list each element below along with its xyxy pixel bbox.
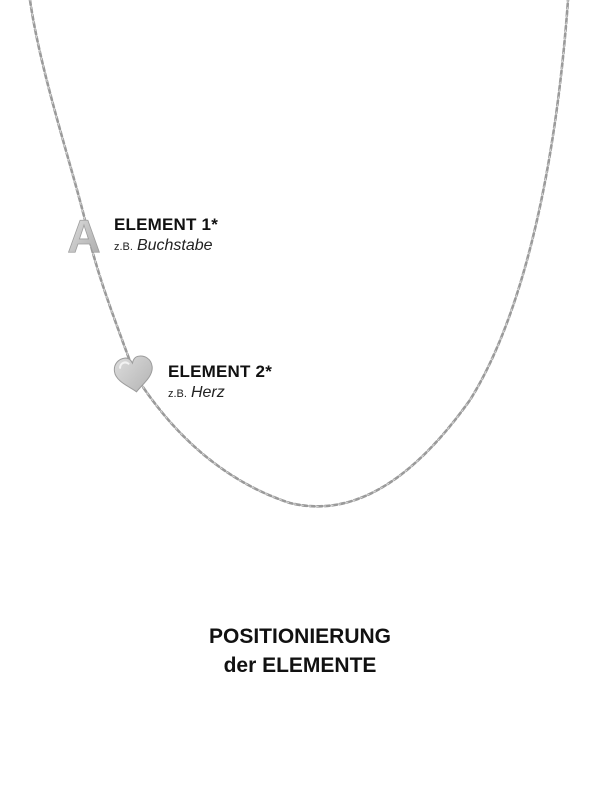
element-1-example-line [114,235,218,258]
letter-a-pendant [67,210,100,262]
element-2-title: ELEMENT 2* [168,362,273,381]
element-2-example: Herz [190,384,225,401]
element-1-title: ELEMENT 1* [114,215,219,234]
element-1-prefix: z.B. [114,241,133,253]
chain [30,0,568,506]
caption-line-1: POSITIONIERUNG [208,625,392,648]
pendant-letter: A [67,210,101,262]
caption-line-2: der ELEMENTE [223,654,377,677]
element-2-example-line [168,382,272,405]
element-1-example: Buchstabe [136,237,213,254]
heart-icon [113,355,156,395]
element-1-label [114,215,218,258]
element-2-label [168,362,272,405]
positioning-caption [0,622,600,680]
element-2-prefix: z.B. [168,388,187,400]
